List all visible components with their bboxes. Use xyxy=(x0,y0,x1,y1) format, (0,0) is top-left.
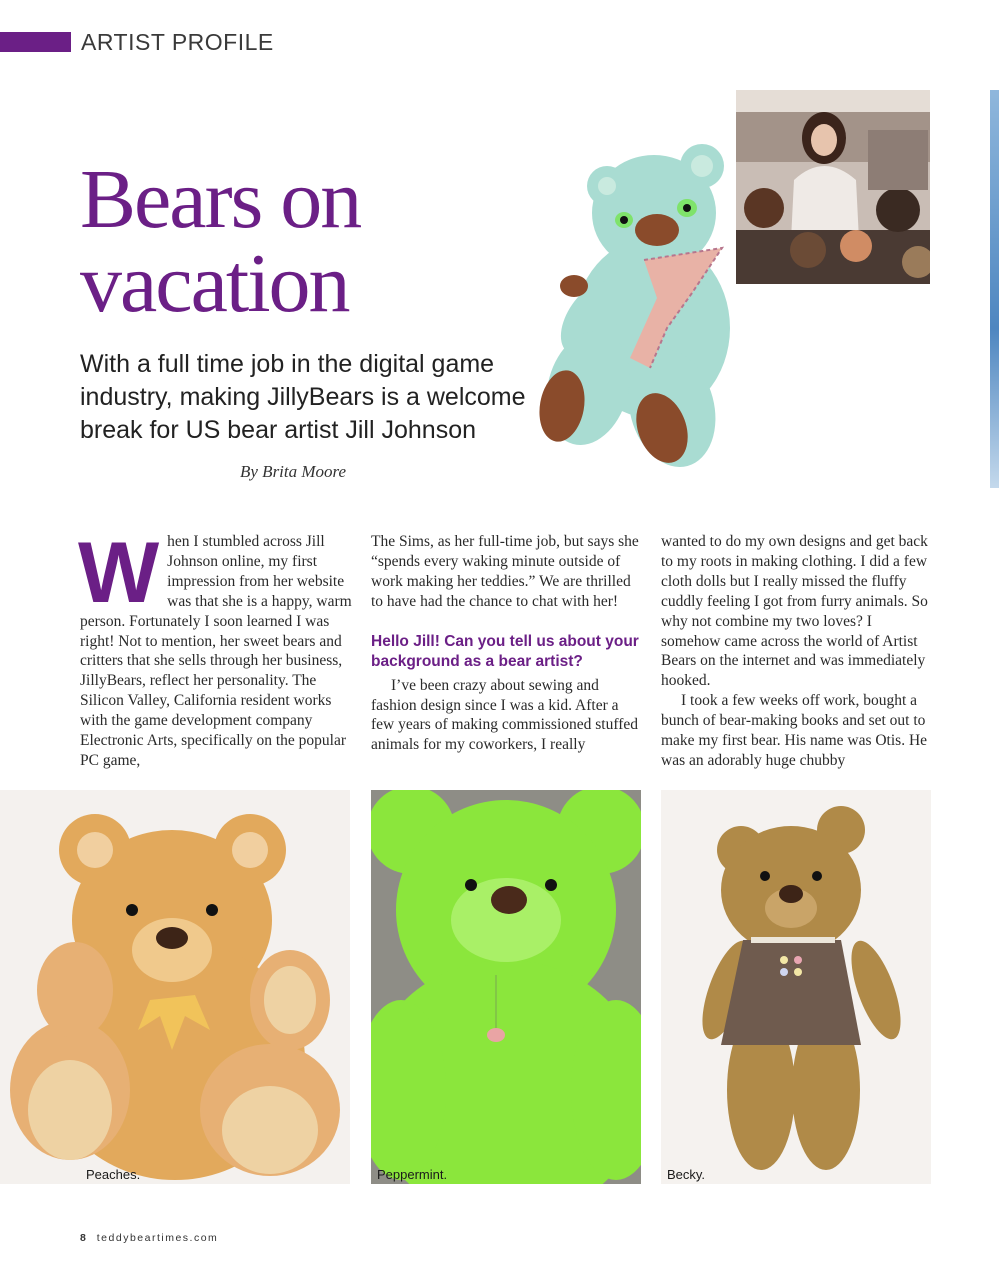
article-column-3 xyxy=(661,532,929,771)
article-headline xyxy=(80,153,361,330)
section-label: ARTIST PROFILE xyxy=(81,29,274,55)
article-deck: With a full time job in the digital game industry, making JillyBears is a welcome break for US bear artist Jill Johnson xyxy=(80,350,526,444)
interview-question: Hello Jill! Can you tell us about your background as a bear artist? xyxy=(371,632,639,670)
intro-paragraph: hen I stumbled across Jill Johnson online, my first impression from her website was that she is a happy, warm person. Fortunately I soon learned I was right! Not to mention, her sweet bears and critters that she sells through her business, JillyBears, reflect her personality. The Silicon Valley, California resident works with the game development company Electronic Arts, specifically on the popular PC game, xyxy=(80,533,352,769)
intro-paragraph-continued: The Sims, as her full-time job, but says she “spends every waking minute outside of work making her teddies.” We are thrilled to have had the chance to chat with her! xyxy=(371,533,639,610)
section-color-bar xyxy=(0,32,71,52)
article-column-2 xyxy=(371,532,643,755)
drop-cap: W xyxy=(78,525,160,621)
answer-paragraph-2: I took a few weeks off work, bought a bunch of bear-making books and set out to make my first bear. His name was Otis. He was an adorably huge chubby xyxy=(661,692,928,769)
becky-bear-photo xyxy=(661,790,931,1184)
article-byline: By Brita Moore xyxy=(240,462,347,481)
page-number: 8 xyxy=(80,1232,86,1244)
answer-paragraph-1-continued: wanted to do my own designs and get back to my roots in making clothing. I did a few cloth dolls but I really missed the fluffy cuddly feeling I got from furry animals. So why not combine my two loves? I somehow came across the world of Artist Bears on the internet and was immediately hooked. xyxy=(661,533,928,690)
headline-line-1: Bears on xyxy=(80,153,361,246)
peppermint-bear-photo xyxy=(371,790,641,1184)
footer-site: teddybeartimes.com xyxy=(96,1232,219,1244)
headline-line-2: vacation xyxy=(80,237,349,330)
artist-event-photo xyxy=(736,90,930,284)
becky-caption: Becky. xyxy=(667,1167,706,1182)
page-footer xyxy=(80,1232,218,1244)
peppermint-caption: Peppermint. xyxy=(377,1167,448,1182)
page-edge-strip xyxy=(990,90,999,488)
peaches-caption: Peaches. xyxy=(86,1167,141,1182)
peaches-bear-photo xyxy=(0,790,350,1184)
article-column-1 xyxy=(78,525,352,771)
answer-paragraph-1: I’ve been crazy about sewing and fashion design since I was a kid. After a few years of making commissioned stuffed animals for my coworkers, I really xyxy=(371,676,639,754)
